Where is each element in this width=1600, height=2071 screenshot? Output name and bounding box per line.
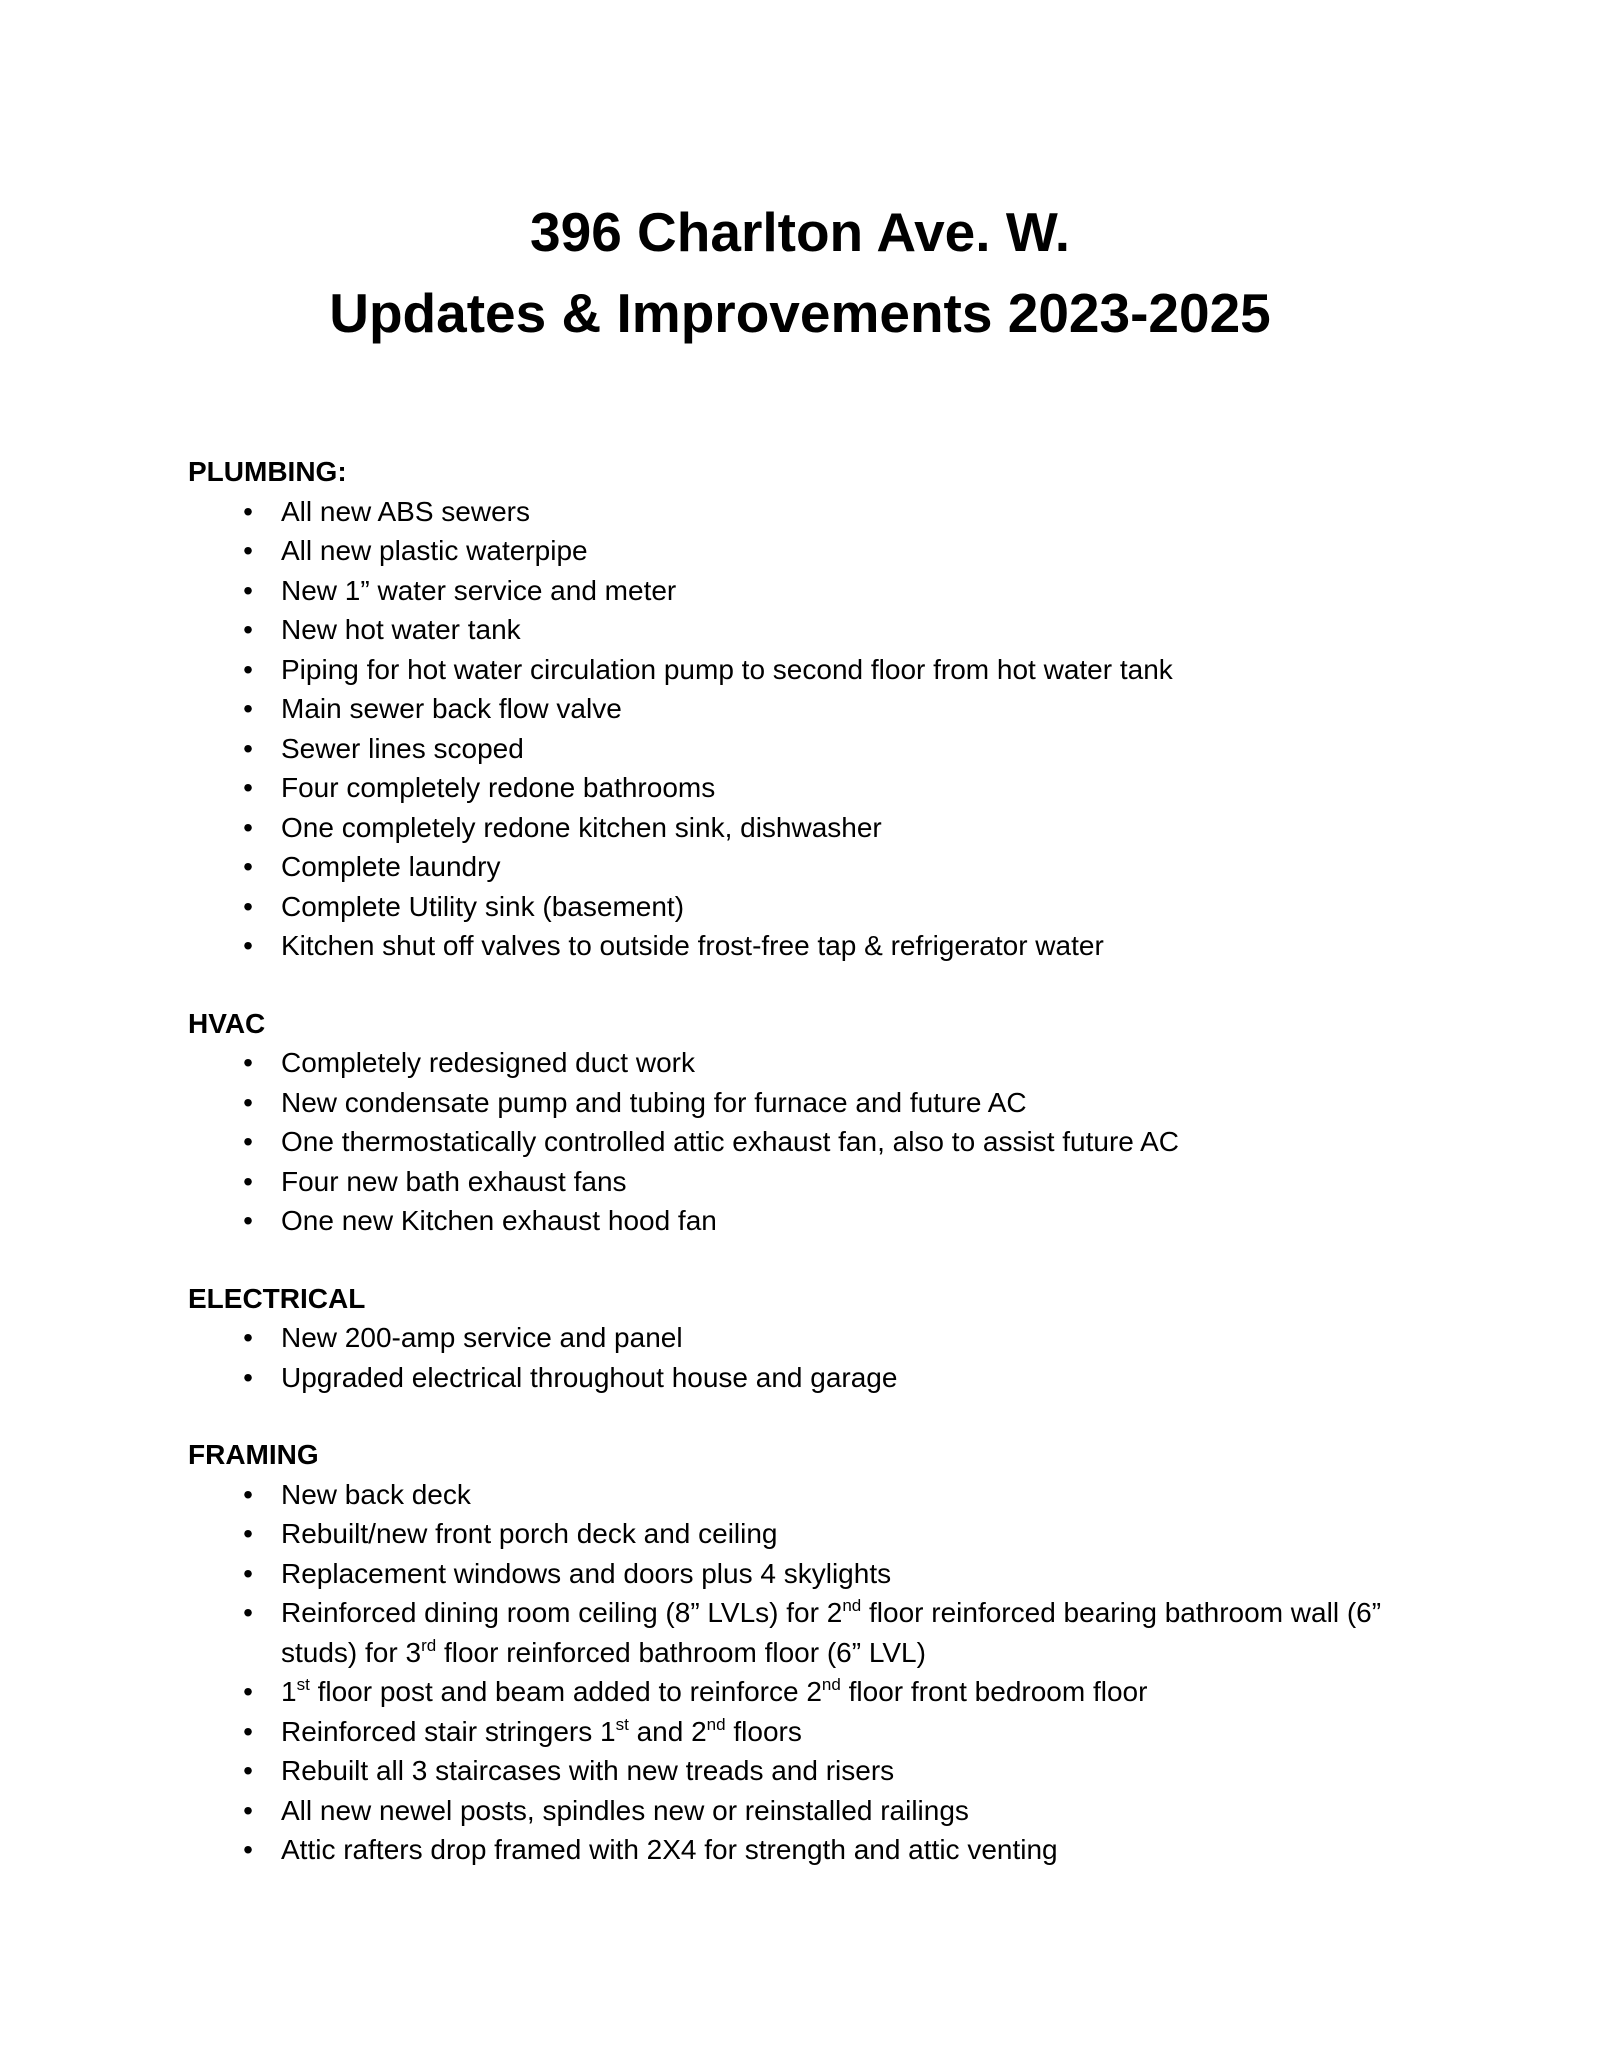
list-item-text: One new Kitchen exhaust hood fan — [281, 1205, 717, 1236]
list-item-text: Complete Utility sink (basement) — [281, 890, 685, 922]
section-electrical — [188, 1279, 1428, 1398]
list-item — [188, 689, 1428, 729]
list-item — [188, 1751, 1428, 1791]
list-item-text: New back deck — [281, 1478, 471, 1510]
section-framing — [188, 1435, 1428, 1870]
list-item — [188, 1514, 1428, 1554]
list-item — [188, 1593, 1428, 1672]
bullet-icon: • — [243, 1361, 253, 1393]
list-item-text: New condensate pump and tubing for furnace and future AC — [281, 1086, 1027, 1118]
bullet-icon: • — [243, 574, 253, 606]
list-item — [188, 1791, 1428, 1831]
bullet-icon: • — [243, 811, 253, 843]
list-item-text: 1st floor post and beam added to reinforce 2nd floor front bedroom floor — [281, 1675, 1148, 1707]
section-heading: PLUMBING: — [188, 456, 347, 487]
document-body — [188, 452, 1428, 1908]
list-item-text: New 200-amp service and panel — [281, 1322, 683, 1353]
list-item — [188, 1712, 1428, 1752]
list-item-text: Piping for hot water circulation pump to second floor from hot water tank — [281, 653, 1173, 685]
section-plumbing — [188, 452, 1428, 966]
bullet-icon: • — [243, 1165, 253, 1197]
list-item-text: Replacement windows and doors plus 4 skylights — [281, 1557, 892, 1589]
list-item-text: New 1” water service and meter — [281, 574, 677, 606]
title-line-address: 396 Charlton Ave. W. — [530, 201, 1070, 263]
list-item — [188, 650, 1428, 690]
section-heading: HVAC — [188, 1007, 266, 1039]
bullet-icon: • — [243, 653, 253, 685]
bullet-icon: • — [243, 614, 253, 645]
list-item-text: Sewer lines scoped — [281, 732, 524, 764]
list-item — [188, 926, 1428, 966]
list-item — [188, 1318, 1428, 1358]
bullet-icon: • — [243, 930, 253, 961]
list-item-text: Rebuilt all 3 staircases with new treads and risers — [281, 1755, 895, 1786]
list-item-text: Four completely redone bathrooms — [281, 772, 716, 803]
bullet-icon: • — [243, 1557, 253, 1589]
bullet-icon: • — [243, 772, 253, 803]
bullet-icon: • — [243, 495, 253, 527]
list-item — [188, 1043, 1428, 1083]
section-heading: FRAMING — [188, 1439, 319, 1470]
list-item — [188, 887, 1428, 927]
list-item-text: New hot water tank — [281, 614, 521, 645]
bullet-icon: • — [243, 1205, 253, 1236]
section-hvac — [188, 1004, 1428, 1241]
list-item-text: Main sewer back flow valve — [281, 693, 622, 724]
list-item-text: Reinforced dining room ceiling (8” LVLs) for 2nd floor reinforced bearing bathroom wall (6” studs) for 3rd floor reinforced bathroom floor (6” LVL) — [281, 1596, 1382, 1668]
list-item-text: All new newel posts, spindles new or reinstalled railings — [281, 1794, 969, 1826]
list-item-text: Four new bath exhaust fans — [281, 1165, 627, 1197]
list-item — [188, 1122, 1428, 1162]
list-item — [188, 1201, 1428, 1241]
list-item — [188, 492, 1428, 532]
list-item-text: Rebuilt/new front porch deck and ceiling — [281, 1518, 778, 1549]
bullet-icon: • — [243, 890, 253, 922]
list-item-text: Upgraded electrical throughout house and garage — [281, 1361, 898, 1393]
list-item — [188, 1830, 1428, 1870]
bullet-icon: • — [243, 1676, 253, 1707]
list-item — [188, 1554, 1428, 1594]
bullet-icon: • — [243, 1715, 253, 1747]
list-item — [188, 808, 1428, 848]
bullet-list — [188, 1475, 1428, 1870]
bullet-list — [188, 1318, 1428, 1397]
list-item-text: All new ABS sewers — [281, 495, 530, 527]
bullet-icon: • — [243, 1126, 253, 1157]
list-item-text: One completely redone kitchen sink, dishwasher — [281, 811, 882, 843]
list-item — [188, 531, 1428, 571]
list-item — [188, 1358, 1428, 1398]
list-item — [188, 1162, 1428, 1202]
list-item — [188, 1083, 1428, 1123]
bullet-icon: • — [243, 1518, 253, 1549]
list-item — [188, 729, 1428, 769]
bullet-icon: • — [243, 1794, 253, 1826]
list-item-text: Completely redesigned duct work — [281, 1047, 695, 1078]
list-item-text: All new plastic waterpipe — [281, 535, 588, 566]
list-item-text: Kitchen shut off valves to outside frost-free tap & refrigerator water — [281, 930, 1104, 961]
list-item — [188, 768, 1428, 808]
bullet-list — [188, 492, 1428, 966]
bullet-icon: • — [243, 1597, 253, 1628]
title-line-subtitle: Updates & Improvements 2023-2025 — [329, 282, 1271, 344]
bullet-icon: • — [243, 1834, 253, 1865]
bullet-icon: • — [243, 732, 253, 764]
bullet-list — [188, 1043, 1428, 1241]
list-item — [188, 571, 1428, 611]
bullet-icon: • — [243, 1047, 253, 1078]
bullet-icon: • — [243, 1322, 253, 1353]
list-item-text: Attic rafters drop framed with 2X4 for strength and attic venting — [281, 1834, 1058, 1865]
list-item-text: Complete laundry — [281, 851, 501, 882]
section-heading: ELECTRICAL — [188, 1282, 366, 1314]
bullet-icon: • — [243, 693, 253, 724]
bullet-icon: • — [243, 851, 253, 882]
bullet-icon: • — [243, 1086, 253, 1118]
bullet-icon: • — [243, 1478, 253, 1510]
bullet-icon: • — [243, 1755, 253, 1786]
list-item-text: One thermostatically controlled attic exhaust fan, also to assist future AC — [281, 1126, 1179, 1157]
bullet-icon: • — [243, 535, 253, 566]
list-item — [188, 610, 1428, 650]
list-item — [188, 847, 1428, 887]
list-item-text: Reinforced stair stringers 1st and 2nd floors — [281, 1714, 802, 1747]
list-item — [188, 1672, 1428, 1712]
list-item — [188, 1475, 1428, 1515]
document-title — [0, 192, 1600, 354]
